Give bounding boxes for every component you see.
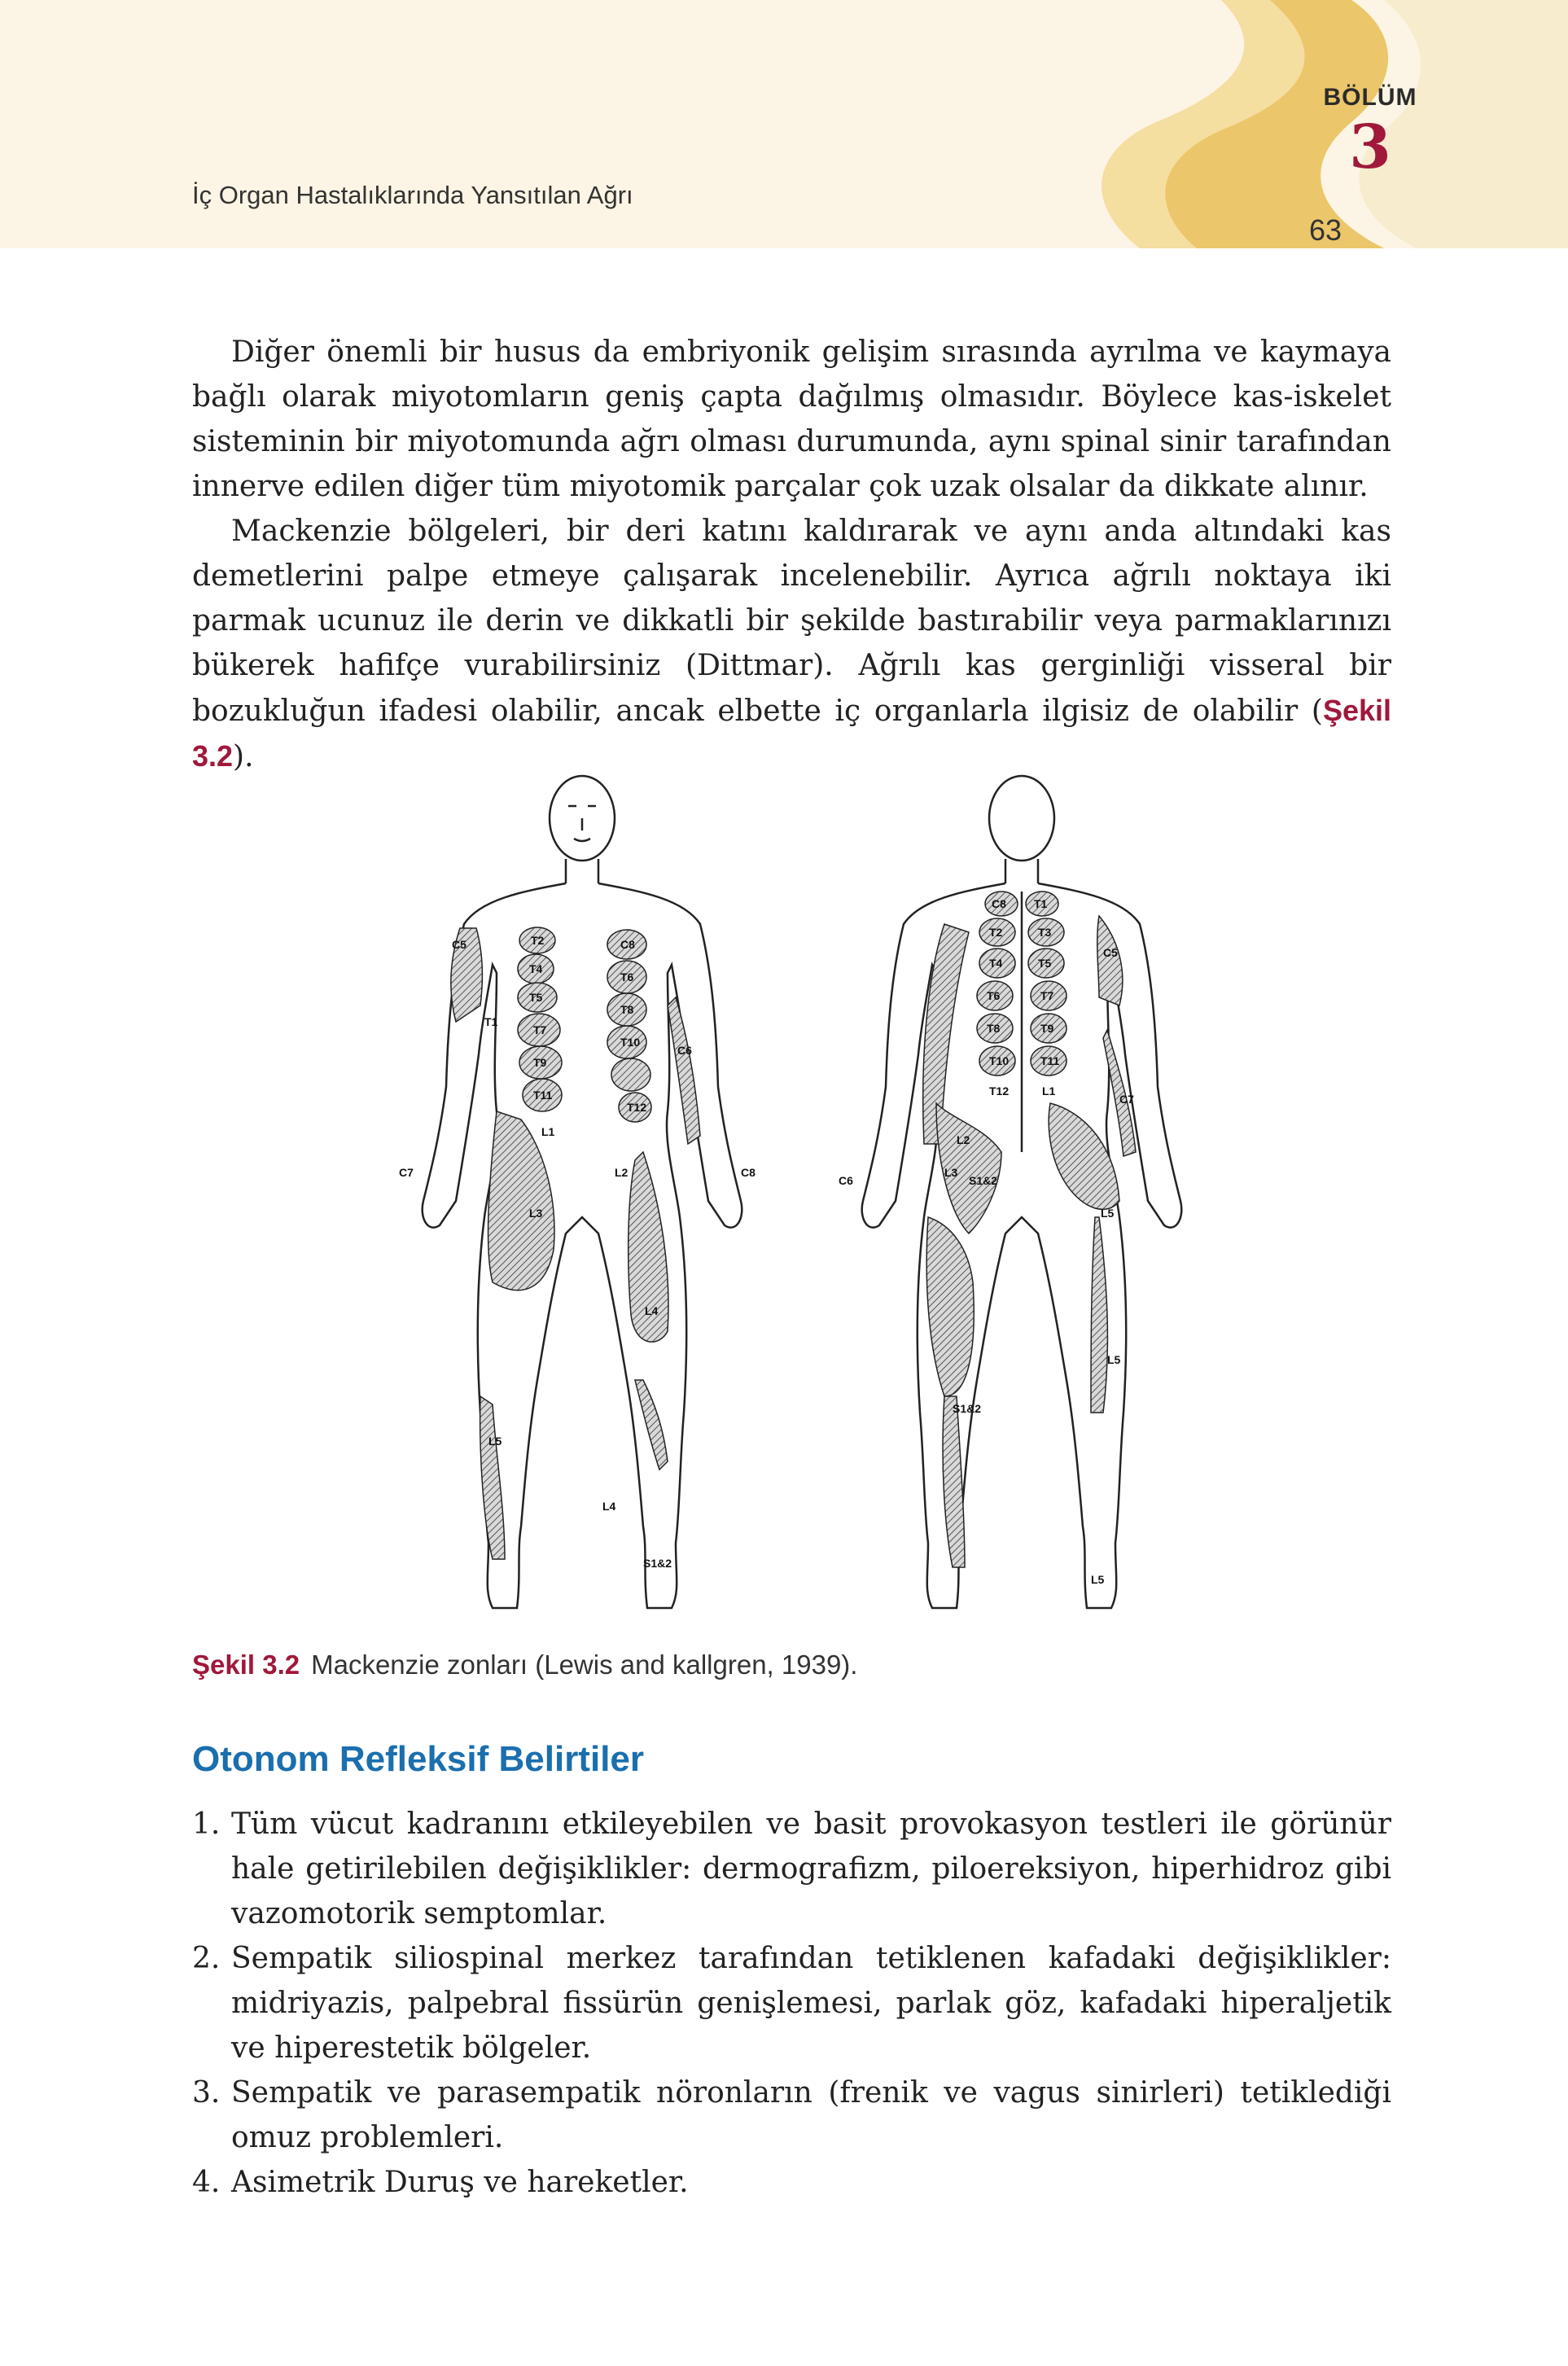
back-label-20: C6 bbox=[839, 1174, 853, 1187]
chapter-label: BÖLÜM bbox=[1323, 84, 1417, 111]
back-body-figure bbox=[862, 776, 1182, 1608]
front-label-4: T5 bbox=[529, 991, 543, 1004]
back-label-24: L5 bbox=[1091, 1573, 1105, 1586]
list-item bbox=[192, 2160, 1391, 2205]
front-label-17: L2 bbox=[615, 1166, 629, 1179]
list-item bbox=[192, 1936, 1391, 2070]
front-label-22: L4 bbox=[602, 1500, 616, 1513]
list-item-text: Sempatik siliospinal merkez tarafından tetiklenen kafadaki değişiklikler: midriyazis, palpebral fissürün genişlemesi, parlak göz, kafadaki hiperaljetik ve hiperestetik bölgeler. bbox=[231, 1942, 1391, 2065]
list-item-number: 1. bbox=[192, 1807, 221, 1841]
front-zone-labels bbox=[399, 934, 756, 1570]
body-diagram bbox=[383, 761, 1221, 1624]
running-title: İç Organ Hastalıklarında Yansıtılan Ağrı bbox=[192, 181, 633, 209]
caption-label: Şekil 3.2 bbox=[192, 1650, 300, 1680]
back-label-15: C5 bbox=[1103, 946, 1118, 959]
back-label-10: T9 bbox=[1040, 1022, 1054, 1035]
front-label-8: T11 bbox=[533, 1089, 553, 1102]
front-label-1: C5 bbox=[452, 938, 466, 951]
back-label-3: T2 bbox=[989, 926, 1003, 939]
chapter-number: 3 bbox=[1349, 112, 1391, 182]
figure-reference-link[interactable]: Şekil 3.2 bbox=[192, 694, 1391, 773]
front-label-7: T9 bbox=[533, 1056, 547, 1069]
front-label-21: L5 bbox=[488, 1435, 502, 1448]
paragraph-2-text: Mackenzie bölgeleri, bir deri katını kaldırarak ve aynı anda altındaki kas demetlerini palpe etmeye çalışarak incelenebilir. Ayrıca ağrılı noktaya iki parmak ucunuz ile derin ve dikkatli bir şekilde bastırabilir veya parmaklarınızı bükerek hafifçe vurabilirsiniz (Dittmar). Ağrılı kas gerginliği visseral bir bozukluğun ifadesi olabilir, ancak elbette iç organlarla ilgisiz de olabilir ( bbox=[192, 515, 1391, 728]
back-label-23: S1&2 bbox=[953, 1402, 982, 1415]
front-label-9: L1 bbox=[541, 1125, 555, 1138]
list-item-number: 3. bbox=[192, 2076, 221, 2110]
figure-caption bbox=[192, 1650, 857, 1680]
front-label-23: S1&2 bbox=[643, 1557, 672, 1570]
front-label-19: C8 bbox=[741, 1166, 756, 1179]
back-label-6: T5 bbox=[1038, 957, 1052, 970]
page-header bbox=[0, 0, 1568, 248]
list-item-text: Sempatik ve parasempatik nöronların (frenik ve vagus sinirleri) tetiklediği omuz problemleri. bbox=[231, 2076, 1391, 2154]
front-label-18: L3 bbox=[529, 1207, 543, 1220]
back-label-16: C7 bbox=[1119, 1093, 1134, 1106]
back-label-18: L3 bbox=[944, 1166, 958, 1179]
page-number: 63 bbox=[1308, 213, 1342, 247]
list-item-number: 2. bbox=[192, 1942, 221, 1975]
front-label-2: T2 bbox=[531, 934, 545, 947]
front-label-20: L4 bbox=[645, 1304, 659, 1317]
back-label-4: T3 bbox=[1038, 926, 1052, 939]
front-body-figure bbox=[423, 776, 742, 1608]
section-heading: Otonom Refleksif Belirtiler bbox=[192, 1739, 645, 1779]
front-label-3: T4 bbox=[529, 962, 543, 975]
paragraph-2 bbox=[192, 509, 1391, 779]
list-item-text: Tüm vücut kadranını etkileyebilen ve basit provokasyon testleri ile görünür hale getirilebilen değişiklikler: dermografizm, piloereksiyon, hiperhidroz gibi vazomotorik semptomlar. bbox=[231, 1807, 1391, 1930]
front-label-15: C6 bbox=[677, 1044, 692, 1057]
back-label-12: T11 bbox=[1040, 1054, 1060, 1067]
back-zones bbox=[923, 892, 1136, 1567]
paragraph-2-end: ). bbox=[233, 740, 254, 773]
front-label-11: T6 bbox=[620, 970, 634, 984]
front-label-13: T10 bbox=[620, 1036, 641, 1049]
front-label-6: T7 bbox=[533, 1023, 547, 1036]
back-label-14: L1 bbox=[1042, 1084, 1056, 1098]
back-label-1: C8 bbox=[992, 897, 1006, 910]
back-label-19: S1&2 bbox=[969, 1174, 998, 1187]
back-label-21: L5 bbox=[1101, 1207, 1115, 1220]
front-label-12: T8 bbox=[620, 1003, 634, 1016]
back-label-8: T7 bbox=[1040, 989, 1054, 1002]
front-label-10: C8 bbox=[620, 938, 635, 951]
paragraph-1: Diğer önemli bir husus da embriyonik gelişim sırasında ayrılma ve kaymaya bağlı olarak miyotomların geniş çapta dağılmış olmasıdır. Böylece kas-iskelet sisteminin bir miyotomunda ağrı olması durumunda, aynı spinal sinir tarafından innerve edilen diğer tüm miyotomik parçalar çok uzak olsalar da dikkate alınır. bbox=[192, 335, 1391, 503]
figure-mackenzie-zones bbox=[383, 761, 1221, 1624]
back-label-17: L2 bbox=[957, 1133, 970, 1146]
body-text bbox=[192, 330, 1391, 779]
back-label-22: L5 bbox=[1107, 1353, 1121, 1366]
caption-text: Mackenzie zonları (Lewis and kallgren, 1939). bbox=[311, 1650, 858, 1680]
list-item bbox=[192, 1802, 1391, 1936]
back-label-11: T10 bbox=[989, 1054, 1010, 1067]
back-label-13: T12 bbox=[989, 1084, 1010, 1098]
symptom-list bbox=[192, 1802, 1391, 2205]
back-label-9: T8 bbox=[987, 1022, 1001, 1035]
front-label-14: T12 bbox=[627, 1101, 647, 1114]
back-label-7: T6 bbox=[987, 989, 1001, 1002]
back-zone-labels bbox=[839, 897, 1134, 1586]
list-item-number: 4. bbox=[192, 2166, 221, 2199]
front-label-16: C7 bbox=[399, 1166, 414, 1179]
list-item-text: Asimetrik Duruş ve hareketler. bbox=[231, 2166, 689, 2199]
front-label-5: T1 bbox=[484, 1015, 498, 1028]
back-label-5: T4 bbox=[989, 957, 1003, 970]
back-label-2: T1 bbox=[1034, 897, 1048, 910]
list-item bbox=[192, 2070, 1391, 2160]
